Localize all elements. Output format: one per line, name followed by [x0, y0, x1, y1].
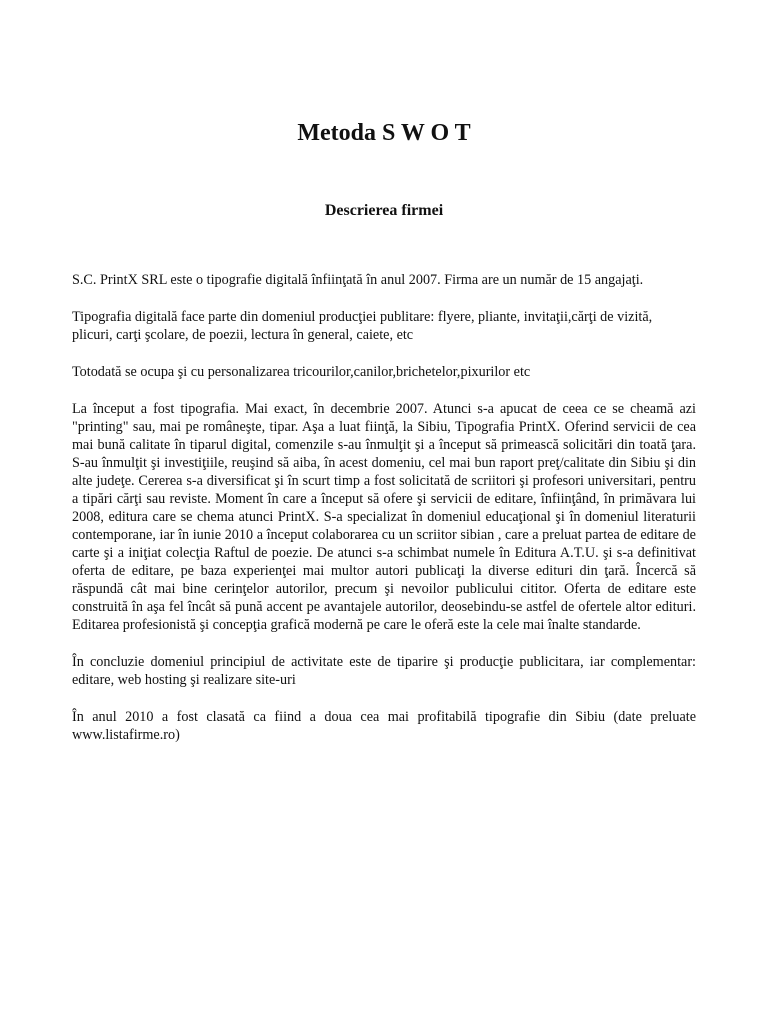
- paragraph-ranking: În anul 2010 a fost clasată ca fiind a doua cea mai profitabilă tipografie din Sibiu (date preluate www.listafirme.ro): [72, 709, 696, 743]
- section-heading: Descrierea firmei: [324, 202, 444, 219]
- paragraph-personalization: Totodată se ocupa şi cu personalizarea tricourilor,canilor,brichetelor,pixurilor etc: [72, 364, 531, 380]
- paragraph-conclusion: În concluzie domeniul principiul de activitate este de tiparire şi producţie publicitara, iar complementar: editare, web hosting şi realizare site-uri: [72, 654, 696, 688]
- document-body: [72, 271, 696, 763]
- paragraph-domain: Tipografia digitală face parte din domeniul producţiei publitare: flyere, pliante, invitaţii,cărţi de vizită, plicuri, carţi şcolare, de poezii, lectura în general, caiete, etc: [72, 309, 653, 343]
- paragraph-intro: S.C. PrintX SRL este o tipografie digitală înfiinţată în anul 2007. Firma are un număr de 15 angajaţi.: [72, 272, 644, 288]
- paragraph-history: La început a fost tipografia. Mai exact, în decembrie 2007. Atunci s-a apucat de ceea ce se cheamă azi "printing" sau, mai pe româneşte, tipar. Aşa a luat fiinţă, la Sibiu, Tipografia PrintX. Oferind servicii de cea mai bună calitate în tiparul digital, comenzile s-au înmulţit şi a început să primească solicitări din toată ţara. S-au înmulţit şi investiţiile, reuşind să aiba, în acest domeniu, cel mai bun raport preţ/calitate din Sibiu şi din alte judeţe. Cererea s-a diversificat şi în scurt timp a fost solicitată de scriitori şi profesori universitari, pentru a tipări cărţi sau reviste. Moment în care a început să ofere şi servicii de editare, înfiinţând, în primăvara lui 2008, editura care se chema atunci PrintX. S-a specializat în domeniul educaţional şi în domeniul literaturii contemporane, iar în iunie 2010 a început colaborarea cu un scriitor sibian , care a preluat partea de editare de carte şi a iniţiat colecţia Raftul de poezie. De atunci s-a schimbat numele în Editura A.T.U. şi s-a definitivat oferta de editare, pe baza experienţei mai multor autori publicaţi la diverse edituri din ţară. Încercă să răspundă cât mai bine cerinţelor autorilor, precum şi nevoilor publicului cititor. Oferta de editare este construită în aşa fel încât să pună accent pe avantajele autorilor, deosebindu-se astfel de ofertele altor edituri. Editarea profesionistă şi concepţia grafică modernă pe care le oferă este la cele mai înalte standarde.: [72, 401, 696, 633]
- document-title: Metoda S W O T: [297, 120, 471, 146]
